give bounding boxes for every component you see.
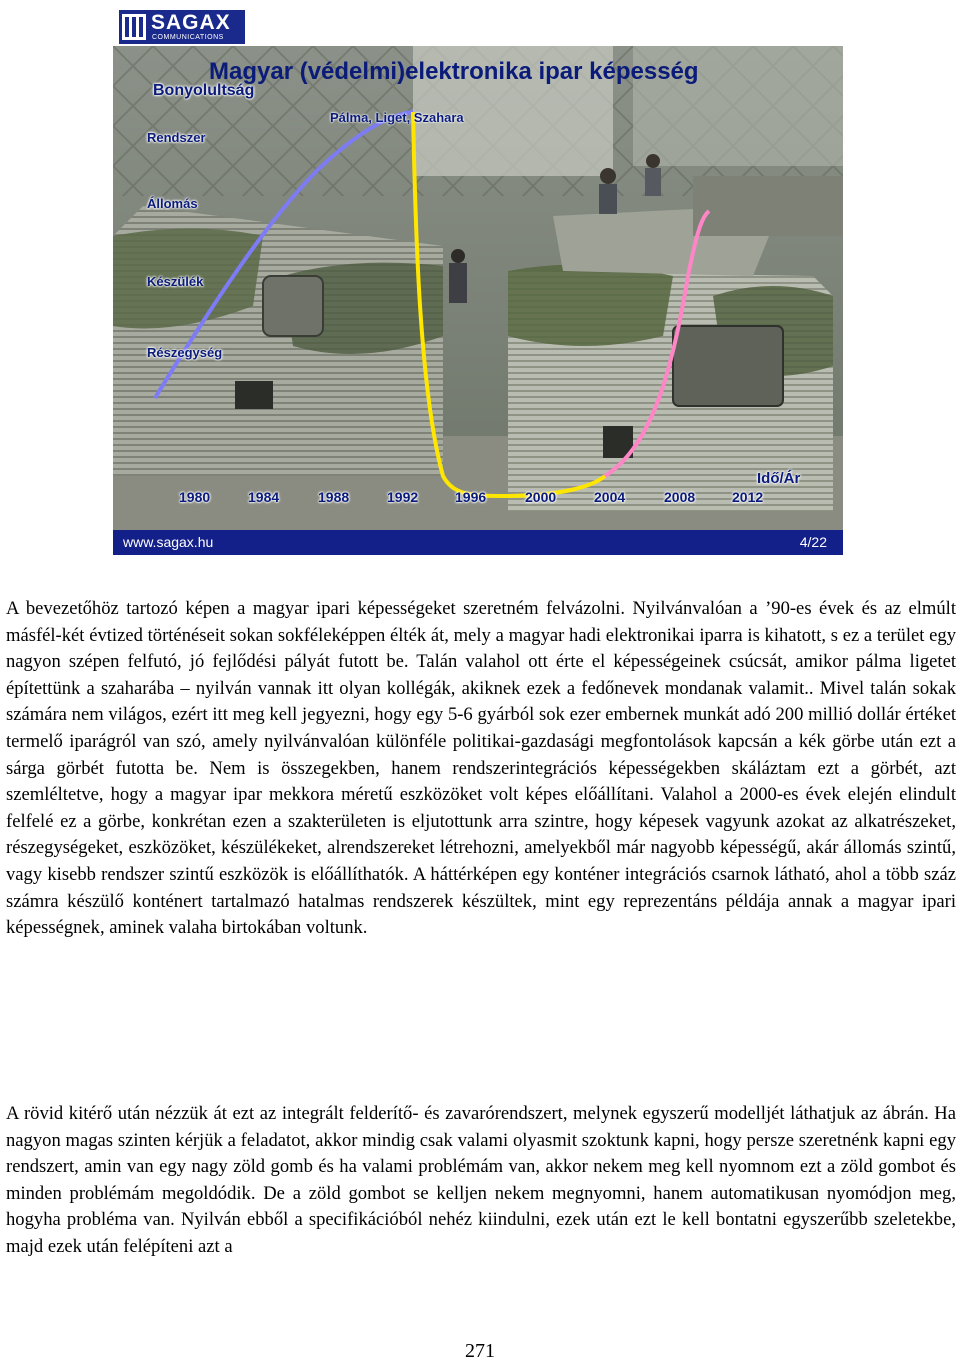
year-tick: 1988 xyxy=(318,489,350,505)
level-label-reszegyseg: Részegység xyxy=(147,345,223,360)
y-axis-title: Bonyolultság xyxy=(153,82,255,99)
slide-footer xyxy=(113,530,843,555)
footer-page-number: 4/22 xyxy=(799,534,827,550)
footer-url: www.sagax.hu xyxy=(123,534,214,550)
paragraph-2 xyxy=(6,1101,956,1261)
slide-title: Magyar (védelmi)elektronika ipar képesség xyxy=(209,58,699,85)
pink-curve xyxy=(605,211,709,476)
page-number: 271 xyxy=(465,1340,495,1362)
yellow-curve xyxy=(413,112,605,496)
sagax-logo xyxy=(119,10,245,44)
level-label-keszulek: Készülék xyxy=(147,274,204,289)
paragraph-text: A bevezetőhöz tartozó képen a magyar ipari képességeket szeretném felvázolni. Nyilvánvalóan a ’90-es évek és az elmúlt másfél-két évtized történéseit sokan sokféleképpen élték át, mely a magyar hadi elektronikai iparra is kihatott, s ez a terület egy nagyon szépen felfutó, jó fejlődési pályát futott be. Talán valahol ott érte el képességeinek csúcsát, amikor pálma ligetet építettünk a szaharába – nyilván vannak itt olyan kollégák, akiknek ezek a fedőnevek mondanak valamit.. Mivel talán sokak számára nem világos, ezért itt meg kell jegyezni, hogy egy 5-6 gyárból sok ezer embernek munkát adó 200 millió dollár értéket termelő iparágról van szó, amely nyilvánvalóan különféle politikai-gazdasági megfontolások kapcsán a kék görbe után ezt a sárga görbét futotta be. Nem is összegekben, hanem rendszerintegrációs képességekben skáláztam ezt a görbét, azt szemléltetve, hogy a magyar ipar mekkora méretű eszközöket volt képes előállítani. Valahol a 2000-es évek elején elindult felfelé ez a görbe, konkrétan ezen a szakterületen is eljutottunk arra szintre, hogy képesek vagyunk azokat az alkatrészeket, részegységeket, eszközöket, készülékeket, alrendszereket létrehozni, amelyekből már nagyobb képességű, akár állomás szintű, vagy kisebb rendszer szintű eszközök is előállíthatók. A háttérképen egy konténer integrációs csarnok látható, ahol a több száz számra készülő konténert tartalmazó hatalmas rendszerek készültek, mint egy reprezentáns példája annak a magyar ipari képességnek, aminek valaha birtokában voltunk. xyxy=(6,598,956,939)
series-label: Pálma, Liget, Szahara xyxy=(330,110,464,125)
year-tick: 1992 xyxy=(387,489,419,505)
year-tick: 2008 xyxy=(664,489,696,505)
logo-subtitle: COMMUNICATIONS xyxy=(152,34,224,41)
year-tick: 1984 xyxy=(248,489,280,505)
paragraph-1 xyxy=(6,596,956,942)
level-label-rendszer: Rendszer xyxy=(147,130,206,145)
x-axis-title: Idő/Ár xyxy=(757,470,801,487)
paragraph-text: A rövid kitérő után nézzük át ezt az integrált felderítő- és zavarórendszert, melynek egyszerű modelljét láthatjuk az ábrán. Ha nagyon magas szinten kérjük a feladatot, akkor mindig csak valami olyasmit szoktunk kapni, hogy persze szeretnénk kapni egy rendszert, amin van egy nagy zöld gomb és ha valami problémám van, akkor nekem meg kell nyomnom ezt a zöld gombot és minden problémám megoldódik. De a zöld gombot se kelljen nekem megnyomni, hanem automatikusan nyomódjon meg, hogyha probléma van. Nyilván ebből a specifikációból nehéz kiindulni, ezek után ezt le kell bontatni egyszerűbb szeletekbe, majd ezek után felépíteni azt a xyxy=(6,1103,956,1257)
year-tick: 1980 xyxy=(179,489,211,505)
logo-name: SAGAX xyxy=(151,11,231,34)
year-tick: 2004 xyxy=(594,489,626,505)
level-label-allomas: Állomás xyxy=(147,196,198,211)
presentation-slide xyxy=(113,6,843,555)
logo-mark-icon xyxy=(122,14,146,40)
year-tick: 2000 xyxy=(525,489,557,505)
year-tick: 2012 xyxy=(732,489,764,505)
year-tick: 1996 xyxy=(455,489,487,505)
